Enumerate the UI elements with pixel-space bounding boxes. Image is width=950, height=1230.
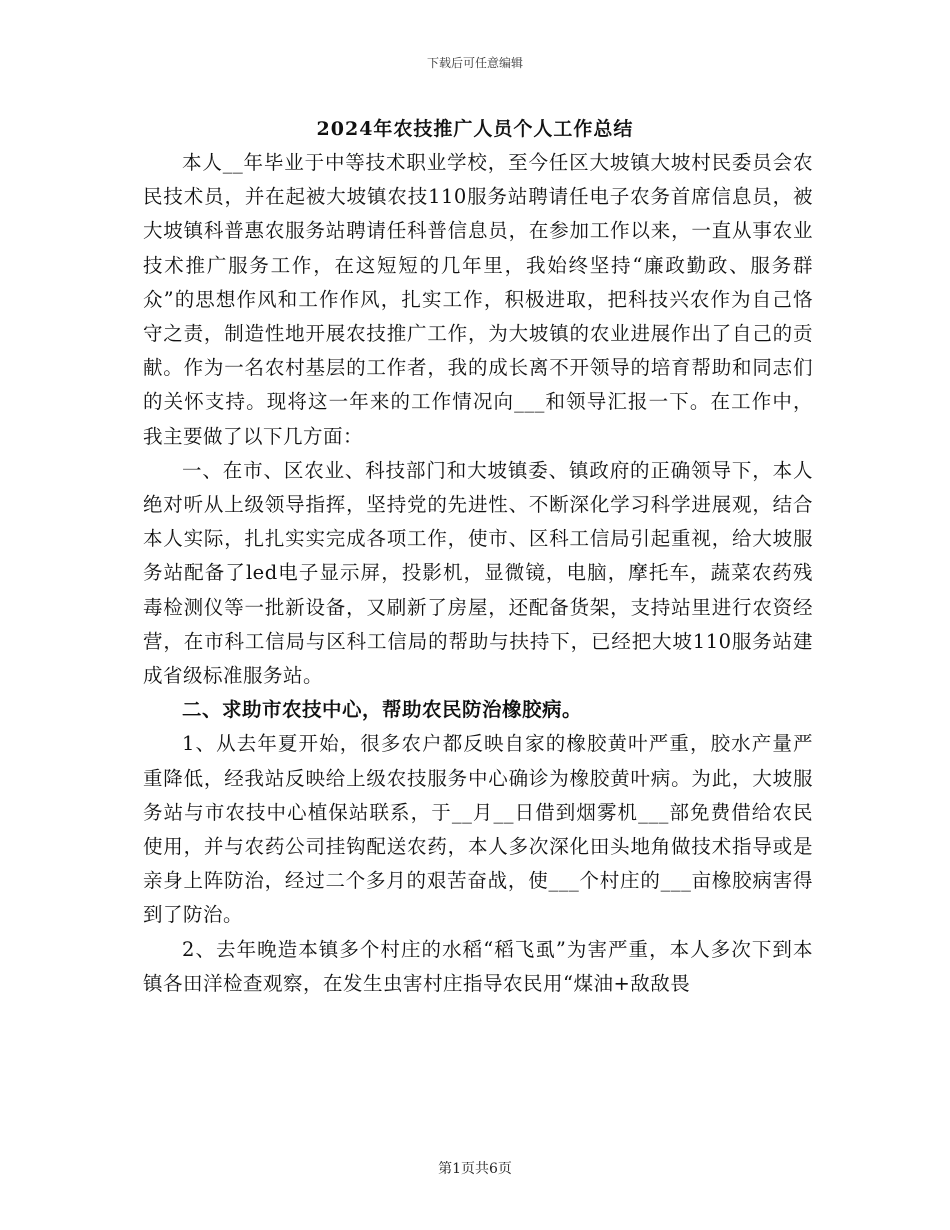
- page-title: 2024年农技推广人员个人工作总结: [316, 118, 634, 140]
- section-heading-two: 二、求助市农技中心，帮助农民防治橡胶病。: [182, 698, 583, 722]
- header-note: 下载后可任意编辑: [426, 56, 523, 70]
- paragraph-section-one: 一、在市、区农业、科技部门和大坡镇委、镇政府的正确领导下，本人绝对听从上级领导指挥，坚持党的先进性、不断深化学习科学进展观，结合本人实际，扎扎实实完成各项工作，使市、区科工信局引起重视，给大坡服务站配备了led电子显示屏，投影机，显微镜，电脑，摩托车，蔬菜农药残毒检测仪等一批新设备，又刷新了房屋，还配备货架，支持站里进行农资经营，在市科工信局与区科工信局的帮助与扶持下，已经把大坡110服务站建成省级标准服务站。: [143, 458, 813, 688]
- paragraph-item-one: 1、从去年夏开始，很多农户都反映自家的橡胶黄叶严重，胶水产量严重降低，经我站反映给上级农技服务中心确诊为橡胶黄叶病。为此，大坡服务站与市农技中心植保站联系，于__月__日借到烟雾机___部免费借给农民使用，并与农药公司挂钩配送农药，本人多次深化田头地角做技术指导或是亲身上阵防治，经过二个多月的艰苦奋战，使___个村庄的___亩橡胶病害得到了防治。: [143, 732, 813, 927]
- page-footer: 第1页共6页: [438, 1161, 512, 1177]
- paragraph-item-two: 2、去年晚造本镇多个村庄的水稻“稻飞虱”为害严重，本人多次下到本镇各田洋检查观察，在发生虫害村庄指导农民用“煤油+敌敌畏: [143, 937, 813, 995]
- paragraph-intro: 本人__年毕业于中等技术职业学校，至今任区大坡镇大坡村民委员会农民技术员，并在起被大坡镇农技110服务站聘请任电子农务首席信息员，被大坡镇科普惠农服务站聘请任科普信息员，在参加工作以来，一直从事农业技术推广服务工作，在这短短的几年里，我始终坚持“廉政勤政、服务群众”的思想作风和工作作风，扎实工作，积极进取，把科技兴农作为自己恪守之责，制造性地开展农技推广工作，为大坡镇的农业进展作出了自己的贡献。作为一名农村基层的工作者，我的成长离不开领导的培育帮助和同志们的关怀支持。现将这一年来的工作情况向___和领导汇报一下。在工作中，我主要做了以下几方面：: [143, 151, 813, 448]
- document-body: [143, 146, 813, 1001]
